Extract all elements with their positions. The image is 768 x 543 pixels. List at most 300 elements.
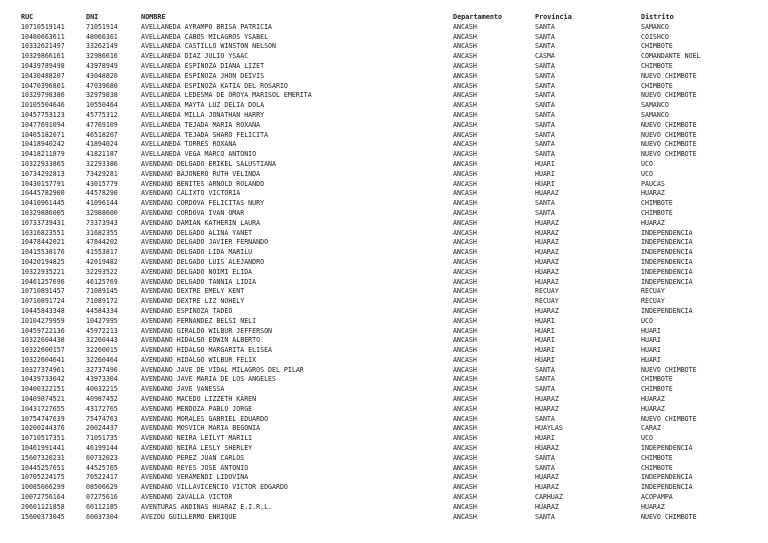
cell-nombre: AVENDAÑO DELGADO ERIKEL SALUSTIANA — [141, 159, 276, 168]
cell-nombre: AVENDAÑO DELGADO ALINA YANET — [141, 228, 253, 237]
cell-dni: 44525765 — [86, 463, 118, 472]
cell-departamento: ANCASH — [453, 228, 477, 237]
cell-distrito: INDEPENDENCIA — [641, 228, 693, 237]
records-table — [0, 13, 768, 522]
cell-nombre: AVENTURAS ANDINAS HUARAZ E.I.R.L. — [141, 502, 273, 511]
cell-nombre: AVENDAÑO FERNANDEZ BELSI NELI — [141, 316, 257, 325]
cell-nombre: AVELLANEDA CABOS MILAGROS YSABEL — [141, 32, 269, 41]
cell-distrito: HUARAZ — [641, 189, 665, 198]
cell-departamento: ANCASH — [453, 483, 477, 492]
table-row — [0, 189, 768, 199]
cell-dni: 73429281 — [86, 169, 118, 178]
cell-dni: 47039680 — [86, 81, 118, 90]
cell-nombre: AVELLANEDA ESPINOZA JHON DEIVIS — [141, 71, 265, 80]
cell-departamento: ANCASH — [453, 297, 477, 306]
cell-dni: 43973304 — [86, 375, 118, 384]
cell-distrito: UCO — [641, 159, 653, 168]
header-provincia: Provincia — [535, 13, 572, 21]
table-row — [0, 33, 768, 43]
cell-departamento: ANCASH — [453, 150, 477, 159]
table-row — [0, 297, 768, 307]
cell-nombre: AVENDAÑO JAVE DE VIDAL MILAGROS DEL PILAR — [141, 365, 304, 374]
cell-distrito: SAMANCO — [641, 22, 669, 31]
cell-distrito: CHIMBOTE — [641, 199, 673, 208]
cell-distrito: CHIMBOTE — [641, 42, 673, 51]
cell-provincia: HUARI — [535, 159, 555, 168]
cell-dni: 40032215 — [86, 385, 118, 394]
cell-ruc: 10415538176 — [21, 248, 65, 257]
cell-ruc: 10430488207 — [21, 71, 65, 80]
cell-ruc: 10085066299 — [21, 483, 65, 492]
cell-provincia: HUARAZ — [535, 277, 559, 286]
cell-provincia: HUARI — [535, 434, 555, 443]
cell-ruc: 10445257651 — [21, 463, 65, 472]
cell-nombre: AVELLANEDA MILLA JONATHAN HARRY — [141, 110, 265, 119]
cell-provincia: SANTA — [535, 463, 555, 472]
cell-ruc: 10418211879 — [21, 150, 65, 159]
table-row — [0, 23, 768, 33]
cell-departamento: ANCASH — [453, 502, 477, 511]
table-row — [0, 336, 768, 346]
cell-ruc: 10734292813 — [21, 169, 65, 178]
cell-dni: 20024437 — [86, 424, 118, 433]
cell-departamento: ANCASH — [453, 42, 477, 51]
cell-nombre: AVELLANEDA TEJADA SHARO FELICITA — [141, 130, 269, 139]
cell-provincia: HUARI — [535, 355, 555, 364]
cell-ruc: 10329886005 — [21, 208, 65, 217]
cell-provincia: SANTA — [535, 61, 555, 70]
cell-ruc: 10480663611 — [21, 32, 65, 41]
table-row — [0, 209, 768, 219]
cell-dni: 48066361 — [86, 32, 118, 41]
cell-distrito: INDEPENDENCIA — [641, 248, 693, 257]
cell-distrito: HUARI — [641, 346, 661, 355]
cell-ruc: 10710517351 — [21, 434, 65, 443]
cell-departamento: ANCASH — [453, 493, 477, 502]
cell-ruc: 10457753123 — [21, 110, 65, 119]
table-row — [0, 121, 768, 131]
cell-provincia: SANTA — [535, 71, 555, 80]
cell-provincia: SANTA — [535, 22, 555, 31]
cell-dni: 75474763 — [86, 414, 118, 423]
table-row — [0, 307, 768, 317]
cell-departamento: ANCASH — [453, 287, 477, 296]
cell-provincia: HUARI — [535, 179, 555, 188]
cell-distrito: CHIMBOTE — [641, 453, 673, 462]
cell-distrito: CHIMBOTE — [641, 61, 673, 70]
cell-nombre: AVELLANEDA LEDESMA DE OROYA MARISOL EMERITA — [141, 91, 312, 100]
cell-departamento: ANCASH — [453, 326, 477, 335]
cell-distrito: NUEVO CHIMBOTE — [641, 365, 697, 374]
cell-distrito: NUEVO CHIMBOTE — [641, 71, 697, 80]
table-row — [0, 424, 768, 434]
cell-ruc: 10322600157 — [21, 346, 65, 355]
cell-dni: 41821187 — [86, 150, 118, 159]
cell-departamento: ANCASH — [453, 218, 477, 227]
cell-provincia: HUARAZ — [535, 228, 559, 237]
cell-distrito: INDEPENDENCIA — [641, 257, 693, 266]
cell-dni: 43172765 — [86, 404, 118, 413]
cell-nombre: AVENDAÑO BENITES ARNOLD ROLANDO — [141, 179, 265, 188]
cell-nombre: AVENDAÑO JAVE VANESSA — [141, 385, 225, 394]
cell-provincia: HUAYLAS — [535, 424, 563, 433]
cell-departamento: ANCASH — [453, 512, 477, 521]
cell-departamento: ANCASH — [453, 71, 477, 80]
table-row — [0, 62, 768, 72]
cell-distrito: HUARAZ — [641, 395, 665, 404]
cell-distrito: HUARI — [641, 336, 661, 345]
cell-ruc: 10400322151 — [21, 385, 65, 394]
cell-nombre: AVENDAÑO MOSVICH MARIA BEGONIA — [141, 424, 261, 433]
table-row — [0, 366, 768, 376]
table-row — [0, 131, 768, 141]
cell-distrito: NUEVO CHIMBOTE — [641, 512, 697, 521]
table-row — [0, 493, 768, 503]
cell-distrito: INDEPENDENCIA — [641, 444, 693, 453]
cell-nombre: AVENDAÑO NEIRA LESLY SHERLEY — [141, 444, 253, 453]
cell-provincia: HUARAZ — [535, 444, 559, 453]
table-row — [0, 238, 768, 248]
cell-provincia: HUARI — [535, 169, 555, 178]
cell-dni: 47844202 — [86, 238, 118, 247]
cell-provincia: SANTA — [535, 453, 555, 462]
cell-ruc: 10409874521 — [21, 395, 65, 404]
table-row — [0, 473, 768, 483]
cell-departamento: ANCASH — [453, 267, 477, 276]
cell-distrito: RECUAY — [641, 287, 665, 296]
cell-distrito: INDEPENDENCIA — [641, 238, 693, 247]
table-row — [0, 170, 768, 180]
cell-ruc: 10322604438 — [21, 336, 65, 345]
cell-ruc: 10477691094 — [21, 120, 65, 129]
table-row — [0, 287, 768, 297]
cell-dni: 32293522 — [86, 267, 118, 276]
table-row — [0, 111, 768, 121]
table-row — [0, 140, 768, 150]
cell-departamento: ANCASH — [453, 346, 477, 355]
cell-departamento: ANCASH — [453, 110, 477, 119]
cell-distrito: UCO — [641, 169, 653, 178]
cell-distrito: INDEPENDENCIA — [641, 277, 693, 286]
cell-ruc: 10418940242 — [21, 140, 65, 149]
cell-ruc: 10104279959 — [21, 316, 65, 325]
cell-provincia: HUARI — [535, 336, 555, 345]
cell-nombre: AVENDAÑO VERAMENDI LIDOVINA — [141, 473, 249, 482]
cell-dni: 32737496 — [86, 365, 118, 374]
cell-departamento: ANCASH — [453, 101, 477, 110]
cell-ruc: 10072756164 — [21, 493, 65, 502]
cell-departamento: ANCASH — [453, 365, 477, 374]
table-row — [0, 405, 768, 415]
cell-departamento: ANCASH — [453, 91, 477, 100]
cell-nombre: AVENDAÑO DELGADO LIDA MARILU — [141, 248, 253, 257]
cell-nombre: AVENDAÑO MENDOZA PABLO JORGE — [141, 404, 253, 413]
cell-dni: 71089145 — [86, 287, 118, 296]
cell-dni: 32260464 — [86, 355, 118, 364]
cell-nombre: AVENDAÑO DELGADO NOIMI ELIDA — [141, 267, 253, 276]
cell-nombre: AVENDAÑO CORDOVA IVAN OMAR — [141, 208, 245, 217]
cell-provincia: SANTA — [535, 208, 555, 217]
cell-provincia: HUARAZ — [535, 306, 559, 315]
cell-nombre: AVELLANEDA VEGA MARCO ANTONIO — [141, 150, 257, 159]
cell-distrito: ACOPAMPA — [641, 493, 673, 502]
cell-distrito: CHIMBOTE — [641, 375, 673, 384]
cell-distrito: CHIMBOTE — [641, 81, 673, 90]
table-row — [0, 327, 768, 337]
cell-departamento: ANCASH — [453, 336, 477, 345]
cell-provincia: HUARI — [535, 326, 555, 335]
table-row — [0, 219, 768, 229]
table-row — [0, 248, 768, 258]
cell-distrito: SAMANCO — [641, 110, 669, 119]
cell-departamento: ANCASH — [453, 32, 477, 41]
cell-provincia: SANTA — [535, 375, 555, 384]
cell-ruc: 10316823551 — [21, 228, 65, 237]
cell-dni: 32260015 — [86, 346, 118, 355]
cell-departamento: ANCASH — [453, 277, 477, 286]
table-row — [0, 317, 768, 327]
cell-distrito: HUARI — [641, 326, 661, 335]
cell-distrito: NUEVO CHIMBOTE — [641, 120, 697, 129]
cell-distrito: HUARAZ — [641, 218, 665, 227]
cell-dni: 43978949 — [86, 61, 118, 70]
cell-dni: 32260443 — [86, 336, 118, 345]
cell-nombre: AVEZOU GUILLERMO ENRIQUE — [141, 512, 237, 521]
cell-departamento: ANCASH — [453, 434, 477, 443]
cell-distrito: NUEVO CHIMBOTE — [641, 130, 697, 139]
cell-ruc: 20601121858 — [21, 502, 65, 511]
cell-provincia: HUARAZ — [535, 257, 559, 266]
cell-nombre: AVENDAÑO HIDALGO EDWIN ALBERTO — [141, 336, 261, 345]
cell-departamento: ANCASH — [453, 52, 477, 61]
cell-departamento: ANCASH — [453, 140, 477, 149]
cell-provincia: SANTA — [535, 150, 555, 159]
table-row — [0, 150, 768, 160]
cell-provincia: HUARI — [535, 316, 555, 325]
cell-dni: 10427995 — [86, 316, 118, 325]
cell-ruc: 10329798386 — [21, 91, 65, 100]
cell-nombre: AVELLANEDA ESPINOZA KATIA DEL ROSARIO — [141, 81, 288, 90]
cell-dni: 32293386 — [86, 159, 118, 168]
cell-distrito: NUEVO CHIMBOTE — [641, 150, 697, 159]
cell-ruc: 10322933865 — [21, 159, 65, 168]
cell-distrito: INDEPENDENCIA — [641, 306, 693, 315]
cell-nombre: AVENDAÑO ESPINOZA TADEO — [141, 306, 233, 315]
table-row — [0, 434, 768, 444]
cell-ruc: 15607320231 — [21, 453, 65, 462]
cell-ruc: 10410961445 — [21, 199, 65, 208]
cell-nombre: AVELLANEDA MAYTA LUZ DELIA DOLA — [141, 101, 265, 110]
cell-ruc: 10478442021 — [21, 238, 65, 247]
cell-distrito: HUARAZ — [641, 502, 665, 511]
cell-nombre: AVENDAÑO MACEDO LIZZETH KAREN — [141, 395, 257, 404]
cell-dni: 33262149 — [86, 42, 118, 51]
table-row — [0, 160, 768, 170]
cell-departamento: ANCASH — [453, 404, 477, 413]
cell-provincia: HUARAZ — [535, 502, 559, 511]
cell-ruc: 10710519141 — [21, 22, 65, 31]
table-row — [0, 82, 768, 92]
header-ruc: RUC — [21, 13, 34, 21]
cell-provincia: HUARAZ — [535, 248, 559, 257]
table-row — [0, 375, 768, 385]
cell-nombre: AVENDAÑO MORALES GABRIEL EDUARDO — [141, 414, 269, 423]
cell-departamento: ANCASH — [453, 199, 477, 208]
cell-nombre: AVELLANEDA DIAZ JULIO YSAAC — [141, 52, 249, 61]
cell-dni: 71089172 — [86, 297, 118, 306]
cell-dni: 32979838 — [86, 91, 118, 100]
cell-distrito: COMANDANTE NOEL — [641, 52, 701, 61]
cell-provincia: SANTA — [535, 385, 555, 394]
cell-provincia: HUARAZ — [535, 483, 559, 492]
cell-departamento: ANCASH — [453, 473, 477, 482]
cell-distrito: INDEPENDENCIA — [641, 473, 693, 482]
table-row — [0, 356, 768, 366]
table-row — [0, 513, 768, 523]
cell-nombre: AVELLANEDA AYRAMPO BRISA PATRICIA — [141, 22, 273, 31]
cell-dni: 44584334 — [86, 306, 118, 315]
cell-distrito: NUEVO CHIMBOTE — [641, 140, 697, 149]
cell-distrito: PAUCAS — [641, 179, 665, 188]
cell-distrito: INDEPENDENCIA — [641, 483, 693, 492]
table-row — [0, 503, 768, 513]
cell-dni: 46199144 — [86, 444, 118, 453]
cell-ruc: 10705224175 — [21, 473, 65, 482]
cell-provincia: SANTA — [535, 365, 555, 374]
cell-dni: 71051914 — [86, 22, 118, 31]
cell-dni: 41553817 — [86, 248, 118, 257]
cell-departamento: ANCASH — [453, 208, 477, 217]
cell-ruc: 10322604641 — [21, 355, 65, 364]
cell-distrito: CHIMBOTE — [641, 208, 673, 217]
cell-ruc: 10200244376 — [21, 424, 65, 433]
cell-nombre: AVENDAÑO HIDALGO MARGARITA ELISEA — [141, 346, 273, 355]
cell-nombre: AVENDAÑO BAJONERO RUTH VELINDA — [141, 169, 261, 178]
cell-distrito: RECUAY — [641, 297, 665, 306]
cell-departamento: ANCASH — [453, 424, 477, 433]
cell-departamento: ANCASH — [453, 248, 477, 257]
cell-ruc: 10470396801 — [21, 81, 65, 90]
table-row — [0, 346, 768, 356]
cell-dni: 40987452 — [86, 395, 118, 404]
cell-dni: 46125769 — [86, 277, 118, 286]
cell-departamento: ANCASH — [453, 453, 477, 462]
cell-departamento: ANCASH — [453, 306, 477, 315]
cell-distrito: COISHCO — [641, 32, 669, 41]
cell-provincia: SANTA — [535, 414, 555, 423]
cell-nombre: AVELLANEDA ESPINOZA DIANA LIZET — [141, 61, 265, 70]
table-row — [0, 278, 768, 288]
cell-dni: 60037304 — [86, 512, 118, 521]
table-row — [0, 483, 768, 493]
cell-distrito: UCO — [641, 434, 653, 443]
cell-nombre: AVENDAÑO DELGADO TANNIA LIDIA — [141, 277, 257, 286]
cell-nombre: AVENDAÑO DEXTRE EMELY KENT — [141, 287, 245, 296]
cell-distrito: UCO — [641, 316, 653, 325]
cell-ruc: 10322935221 — [21, 267, 65, 276]
cell-nombre: AVENDAÑO CORDOVA FELICITAS NURY — [141, 199, 265, 208]
cell-provincia: HUARAZ — [535, 189, 559, 198]
cell-distrito: CARAZ — [641, 424, 661, 433]
cell-ruc: 10105504646 — [21, 101, 65, 110]
cell-dni: 31682355 — [86, 228, 118, 237]
cell-nombre: AVENDAÑO NEIRA LEILYT MARILI — [141, 434, 253, 443]
cell-dni: 10550464 — [86, 101, 118, 110]
cell-provincia: SANTA — [535, 120, 555, 129]
cell-dni: 70522417 — [86, 473, 118, 482]
cell-provincia: SANTA — [535, 32, 555, 41]
cell-dni: 45972213 — [86, 326, 118, 335]
table-row — [0, 454, 768, 464]
cell-ruc: 10461257696 — [21, 277, 65, 286]
cell-ruc: 10332621497 — [21, 42, 65, 51]
header-nombre: NOMBRE — [141, 13, 166, 21]
cell-distrito: CHIMBOTE — [641, 463, 673, 472]
header-dni: DNI — [86, 13, 99, 21]
cell-dni: 73373943 — [86, 218, 118, 227]
cell-dni: 60732023 — [86, 453, 118, 462]
cell-provincia: SANTA — [535, 199, 555, 208]
table-row — [0, 464, 768, 474]
cell-ruc: 10465182071 — [21, 130, 65, 139]
cell-departamento: ANCASH — [453, 81, 477, 90]
table-row — [0, 229, 768, 239]
cell-departamento: ANCASH — [453, 385, 477, 394]
cell-departamento: ANCASH — [453, 159, 477, 168]
cell-distrito: HUARAZ — [641, 404, 665, 413]
cell-departamento: ANCASH — [453, 120, 477, 129]
cell-departamento: ANCASH — [453, 22, 477, 31]
table-row — [0, 180, 768, 190]
cell-departamento: ANCASH — [453, 130, 477, 139]
cell-provincia: HUARAZ — [535, 218, 559, 227]
cell-distrito: NUEVO CHIMBOTE — [641, 91, 697, 100]
cell-provincia: SANTA — [535, 110, 555, 119]
cell-distrito: SAMANCO — [641, 101, 669, 110]
cell-nombre: AVENDAÑO ZAVALLA VICTOR — [141, 493, 233, 502]
cell-provincia: HUARAZ — [535, 395, 559, 404]
cell-provincia: SANTA — [535, 101, 555, 110]
cell-distrito: HUARI — [641, 355, 661, 364]
table-row — [0, 72, 768, 82]
header-row — [0, 13, 768, 23]
table-row — [0, 42, 768, 52]
cell-provincia: HUARAZ — [535, 473, 559, 482]
cell-dni: 42019482 — [86, 257, 118, 266]
cell-dni: 45775312 — [86, 110, 118, 119]
cell-nombre: AVENDAÑO DELGADO JAVIER FERNANDO — [141, 238, 269, 247]
cell-departamento: ANCASH — [453, 61, 477, 70]
table-row — [0, 91, 768, 101]
cell-provincia: CARHUAZ — [535, 493, 563, 502]
cell-provincia: RECUAY — [535, 297, 559, 306]
cell-provincia: SANTA — [535, 81, 555, 90]
cell-dni: 41096144 — [86, 199, 118, 208]
cell-nombre: AVENDAÑO DAMIAN KATHERIN LAURA — [141, 218, 261, 227]
cell-nombre: AVENDAÑO DEXTRE LIZ NOHELY — [141, 297, 245, 306]
table-row — [0, 258, 768, 268]
cell-departamento: ANCASH — [453, 463, 477, 472]
cell-dni: 43015779 — [86, 179, 118, 188]
cell-nombre: AVENDAÑO REYES JOSE ANTONIO — [141, 463, 249, 472]
cell-ruc: 10431727655 — [21, 404, 65, 413]
table-row — [0, 385, 768, 395]
cell-ruc: 10754747639 — [21, 414, 65, 423]
table-row — [0, 199, 768, 209]
cell-ruc: 10445782900 — [21, 189, 65, 198]
cell-dni: 44578290 — [86, 189, 118, 198]
cell-distrito: CHIMBOTE — [641, 385, 673, 394]
